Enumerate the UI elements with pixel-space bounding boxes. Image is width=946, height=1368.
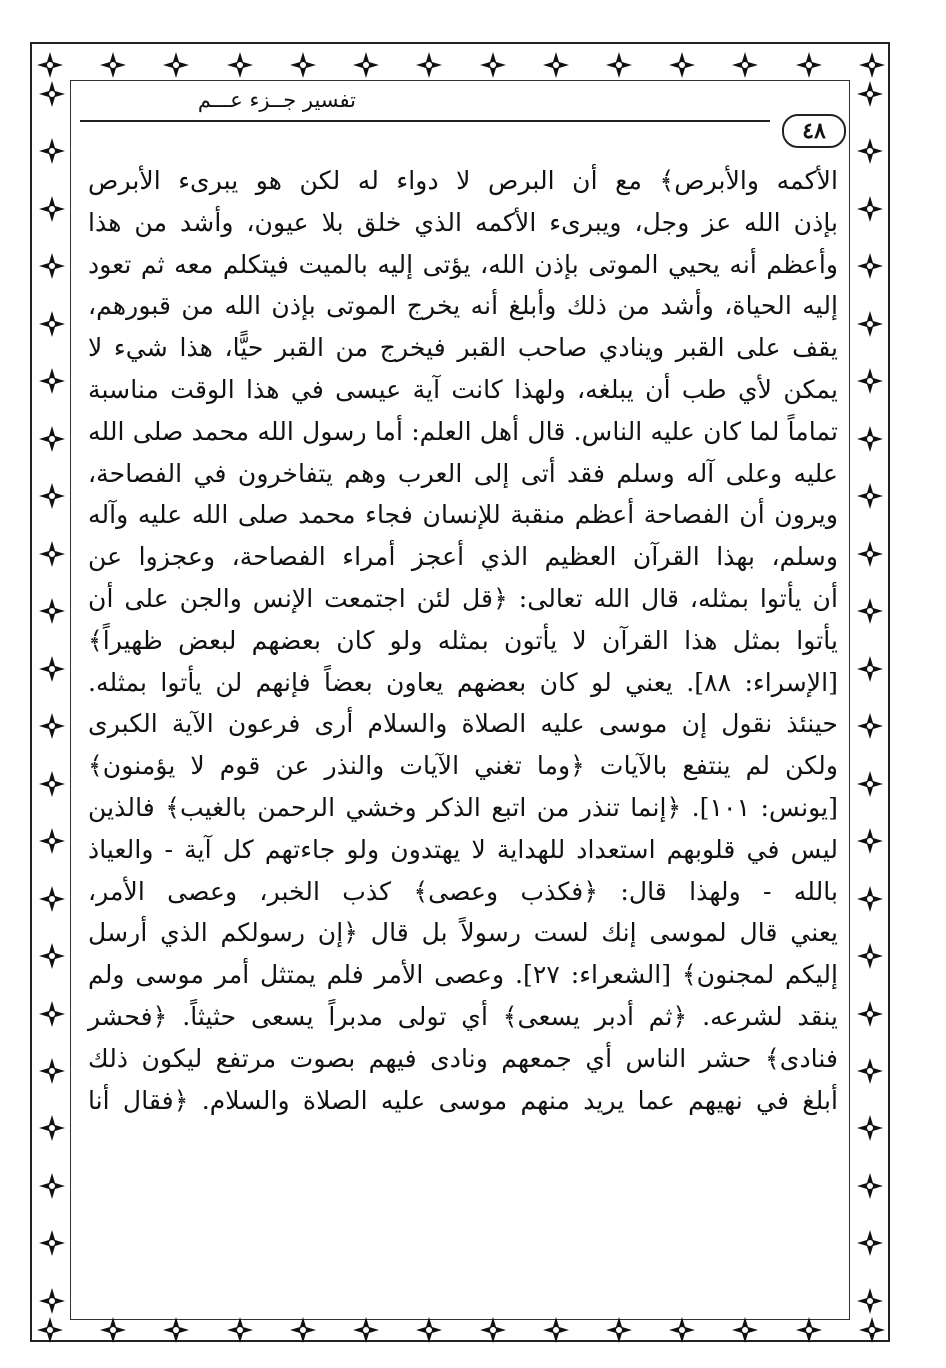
text-line: عليه وعلى آله وسلم فقد أتى إلى العرب وهم يتفاخرون في الفصاحة، — [88, 458, 838, 488]
diamond-star-ornament — [38, 655, 66, 683]
text-line: ولكن لم ينتفع بالآيات ﴿وما تغني الآيات والنذر عن قوم لا يؤمنون﴾ — [88, 751, 838, 781]
diamond-star-ornament — [856, 655, 884, 683]
text-line: يعني قال لموسى إنك لست رسولاً بل قال ﴿إن رسولكم الذي أرسل — [88, 918, 838, 948]
diamond-star-ornament — [415, 51, 443, 79]
diamond-star-ornament — [856, 942, 884, 970]
diamond-star-ornament — [38, 367, 66, 395]
diamond-star-ornament — [38, 1287, 66, 1315]
text-line: حينئذ نقول إن موسى عليه الصلاة والسلام أرى فرعون الآية الكبرى — [88, 709, 838, 739]
diamond-star-ornament — [856, 80, 884, 108]
diamond-star-ornament — [38, 597, 66, 625]
diamond-star-ornament — [668, 1316, 696, 1344]
text-line: يأتوا بمثل هذا القرآن لا يأتون بمثله ولو كان بعضهم لبعض ظهيراً﴾ — [88, 625, 838, 655]
text-line: ويرون أن الفصاحة أعظم منقبة للإنسان فجاء محمد صلى الله عليه وآله — [88, 500, 838, 530]
text-line: أبلغ في نهيهم عما يريد منهم موسى عليه الصلاة والسلام. ﴿فقال أنا — [88, 1085, 838, 1115]
diamond-star-ornament — [856, 1057, 884, 1085]
diamond-star-ornament — [99, 51, 127, 79]
text-line: يمكن لأي طب أن يبلغه، ولهذا كانت آية عيسى في هذا الوقت مناسبة — [88, 374, 838, 404]
right-ornament-border — [852, 80, 888, 1315]
text-line: بالله - ولهذا قال: ﴿فكذب وعصى﴾ كذب الخبر، وعصى الأمر، — [88, 876, 838, 906]
diamond-star-ornament — [38, 80, 66, 108]
diamond-star-ornament — [162, 1316, 190, 1344]
diamond-star-ornament — [36, 1316, 64, 1344]
diamond-star-ornament — [38, 482, 66, 510]
page-header — [74, 86, 846, 156]
diamond-star-ornament — [352, 1316, 380, 1344]
text-line: أن يأتوا بمثله، قال الله تعالى: ﴿قل لئن اجتمعت الإنس والجن على أن — [88, 583, 838, 613]
text-line: [الإسراء: ٨٨]. يعني لو كان بعضهم يعاون بعضاً فإنهم لن يأتوا بمثله. — [88, 667, 838, 697]
diamond-star-ornament — [856, 1114, 884, 1142]
diamond-star-ornament — [38, 1057, 66, 1085]
diamond-star-ornament — [856, 597, 884, 625]
diamond-star-ornament — [38, 195, 66, 223]
text-line: [يونس: ١٠١]. ﴿إنما تنذر من اتبع الذكر وخشي الرحمن بالغيب﴾ فالذين — [88, 792, 838, 822]
diamond-star-ornament — [38, 540, 66, 568]
diamond-star-ornament — [542, 51, 570, 79]
diamond-star-ornament — [38, 942, 66, 970]
diamond-star-ornament — [226, 1316, 254, 1344]
diamond-star-ornament — [731, 1316, 759, 1344]
diamond-star-ornament — [38, 1229, 66, 1257]
top-ornament-border — [36, 50, 886, 80]
diamond-star-ornament — [38, 1114, 66, 1142]
diamond-star-ornament — [289, 1316, 317, 1344]
diamond-star-ornament — [856, 712, 884, 740]
text-line: يقف على القبر وينادي صاحب القبر فيخرج من القبر حيًّا، هذا شيء لا — [88, 333, 838, 363]
text-line: إليه الحياة، وأشد من ذلك وأبلغ أنه يخرج الموتى بإذن الله من قبورهم، — [88, 291, 838, 321]
left-ornament-border — [34, 80, 70, 1315]
text-line: بإذن الله عز وجل، ويبرىء الأكمه الذي خلق بلا عيون، وأشد من هذا — [88, 207, 838, 237]
diamond-star-ornament — [856, 1000, 884, 1028]
text-line: وسلم، بهذا القرآن العظيم الذي أعجز أمراء الفصاحة، وعجزوا عن — [88, 542, 838, 572]
diamond-star-ornament — [856, 770, 884, 798]
bottom-ornament-border — [36, 1315, 886, 1345]
text-line: ينقد لشرعه. ﴿ثم أدبر يسعى﴾ أي تولى مدبراً يسعى حثيثاً. ﴿فحشر — [88, 1001, 838, 1031]
diamond-star-ornament — [795, 51, 823, 79]
diamond-star-ornament — [856, 1229, 884, 1257]
diamond-star-ornament — [38, 827, 66, 855]
diamond-star-ornament — [858, 51, 886, 79]
diamond-star-ornament — [856, 310, 884, 338]
diamond-star-ornament — [479, 51, 507, 79]
diamond-star-ornament — [605, 1316, 633, 1344]
diamond-star-ornament — [605, 51, 633, 79]
diamond-star-ornament — [38, 770, 66, 798]
diamond-star-ornament — [856, 885, 884, 913]
diamond-star-ornament — [856, 137, 884, 165]
diamond-star-ornament — [38, 1172, 66, 1200]
body-text — [88, 160, 838, 1121]
diamond-star-ornament — [479, 1316, 507, 1344]
diamond-star-ornament — [38, 425, 66, 453]
diamond-star-ornament — [415, 1316, 443, 1344]
diamond-star-ornament — [858, 1316, 886, 1344]
diamond-star-ornament — [542, 1316, 570, 1344]
diamond-star-ornament — [856, 195, 884, 223]
text-line: ليس في قلوبهم استعداد للهداية لا يهتدون ولو جاءتهم كل آية - والعياذ — [88, 834, 838, 864]
diamond-star-ornament — [795, 1316, 823, 1344]
diamond-star-ornament — [856, 367, 884, 395]
diamond-star-ornament — [668, 51, 696, 79]
diamond-star-ornament — [38, 310, 66, 338]
diamond-star-ornament — [856, 827, 884, 855]
diamond-star-ornament — [856, 482, 884, 510]
diamond-star-ornament — [856, 1287, 884, 1315]
diamond-star-ornament — [38, 885, 66, 913]
diamond-star-ornament — [38, 1000, 66, 1028]
text-line: تماماً لما كان عليه الناس. قال أهل العلم: أما رسول الله محمد صلى الله — [88, 416, 838, 446]
diamond-star-ornament — [38, 137, 66, 165]
diamond-star-ornament — [38, 712, 66, 740]
diamond-star-ornament — [731, 51, 759, 79]
header-rule — [80, 120, 770, 122]
page-number: ٤٨ — [782, 114, 846, 148]
text-line: فنادى﴾ حشر الناس أي جمعهم ونادى فيهم بصوت مرتفع ليكون ذلك — [88, 1043, 838, 1073]
text-line: وأعظم أنه يحيي الموتى بإذن الله، يؤتى إليه بالميت فيتكلم معه ثم تعود — [88, 249, 838, 279]
text-line: الأكمه والأبرص﴾ مع أن البرص لا دواء له لكن هو يبرىء الأبرص — [88, 166, 838, 195]
running-title: تفسير جــزء عـــم — [197, 88, 356, 112]
diamond-star-ornament — [352, 51, 380, 79]
diamond-star-ornament — [289, 51, 317, 79]
diamond-star-ornament — [99, 1316, 127, 1344]
diamond-star-ornament — [36, 51, 64, 79]
diamond-star-ornament — [856, 1172, 884, 1200]
text-line: إليكم لمجنون﴾ [الشعراء: ٢٧]. وعصى الأمر فلم يمتثل أمر موسى ولم — [88, 960, 838, 990]
diamond-star-ornament — [856, 540, 884, 568]
diamond-star-ornament — [856, 252, 884, 280]
diamond-star-ornament — [38, 252, 66, 280]
diamond-star-ornament — [226, 51, 254, 79]
diamond-star-ornament — [856, 425, 884, 453]
diamond-star-ornament — [162, 51, 190, 79]
